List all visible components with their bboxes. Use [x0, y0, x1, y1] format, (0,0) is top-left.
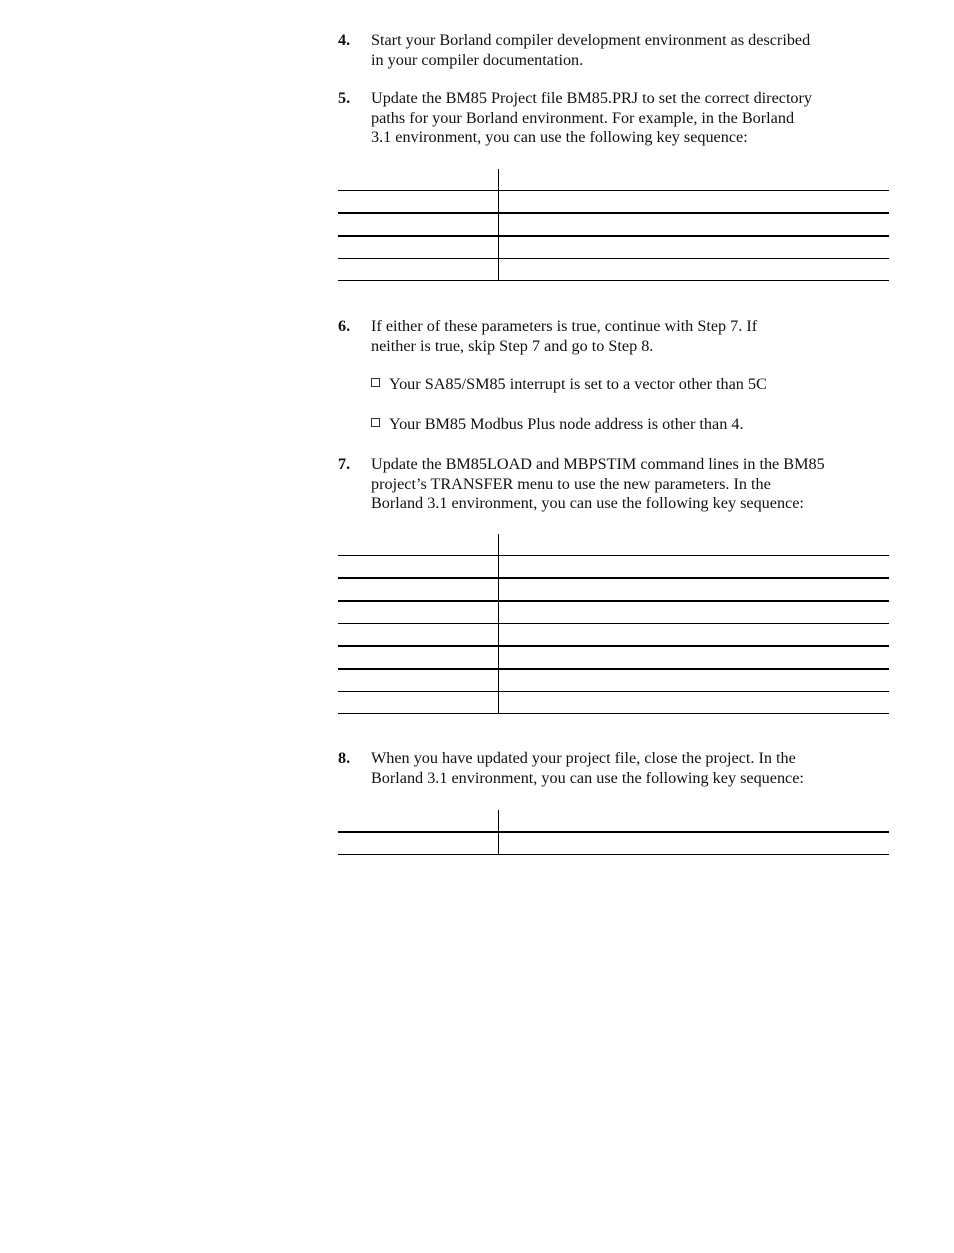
step-8: [338, 749, 898, 788]
condition-text: Your BM85 Modbus Plus node address is other than 4.: [389, 415, 744, 433]
checkbox-square-icon: [371, 378, 380, 387]
step-text: If either of these parameters is true, continue with Step 7. If neither is true, skip Step 7 and go to Step 8.: [371, 317, 758, 355]
checkbox-square-icon: [371, 418, 380, 427]
condition-item: [371, 415, 911, 435]
step-6: [338, 317, 898, 356]
step-number: 5.: [338, 89, 351, 107]
step-text: Update the BM85 Project file BM85.PRJ to set the correct directory paths for your Borland environment. For example, in the Borland 3.1 environment, you can use the following key sequence:: [371, 89, 813, 146]
step-number: 6.: [338, 317, 351, 335]
step-text: Start your Borland compiler development environment as described in your compiler documentation.: [371, 31, 811, 69]
condition-item: [371, 375, 911, 395]
condition-text: Your SA85/SM85 interrupt is set to a vector other than 5C: [389, 375, 767, 393]
step-text: When you have updated your project file, close the project. In the Borland 3.1 environment, you can use the following key sequence:: [371, 749, 804, 787]
step-7: [338, 455, 898, 514]
step-text: Update the BM85LOAD and MBPSTIM command lines in the BM85 project’s TRANSFER menu to use the new parameters. In the Borland 3.1 environment, you can use the following key sequence:: [371, 455, 825, 512]
key-sequence-table-step-5: [338, 169, 889, 281]
step-number: 7.: [338, 455, 351, 473]
key-sequence-table-step-8: [338, 810, 889, 855]
step-number: 4.: [338, 31, 351, 49]
key-sequence-table-step-7: [338, 534, 889, 714]
step-4: [338, 31, 898, 70]
step-5: [338, 89, 898, 148]
step-number: 8.: [338, 749, 351, 767]
